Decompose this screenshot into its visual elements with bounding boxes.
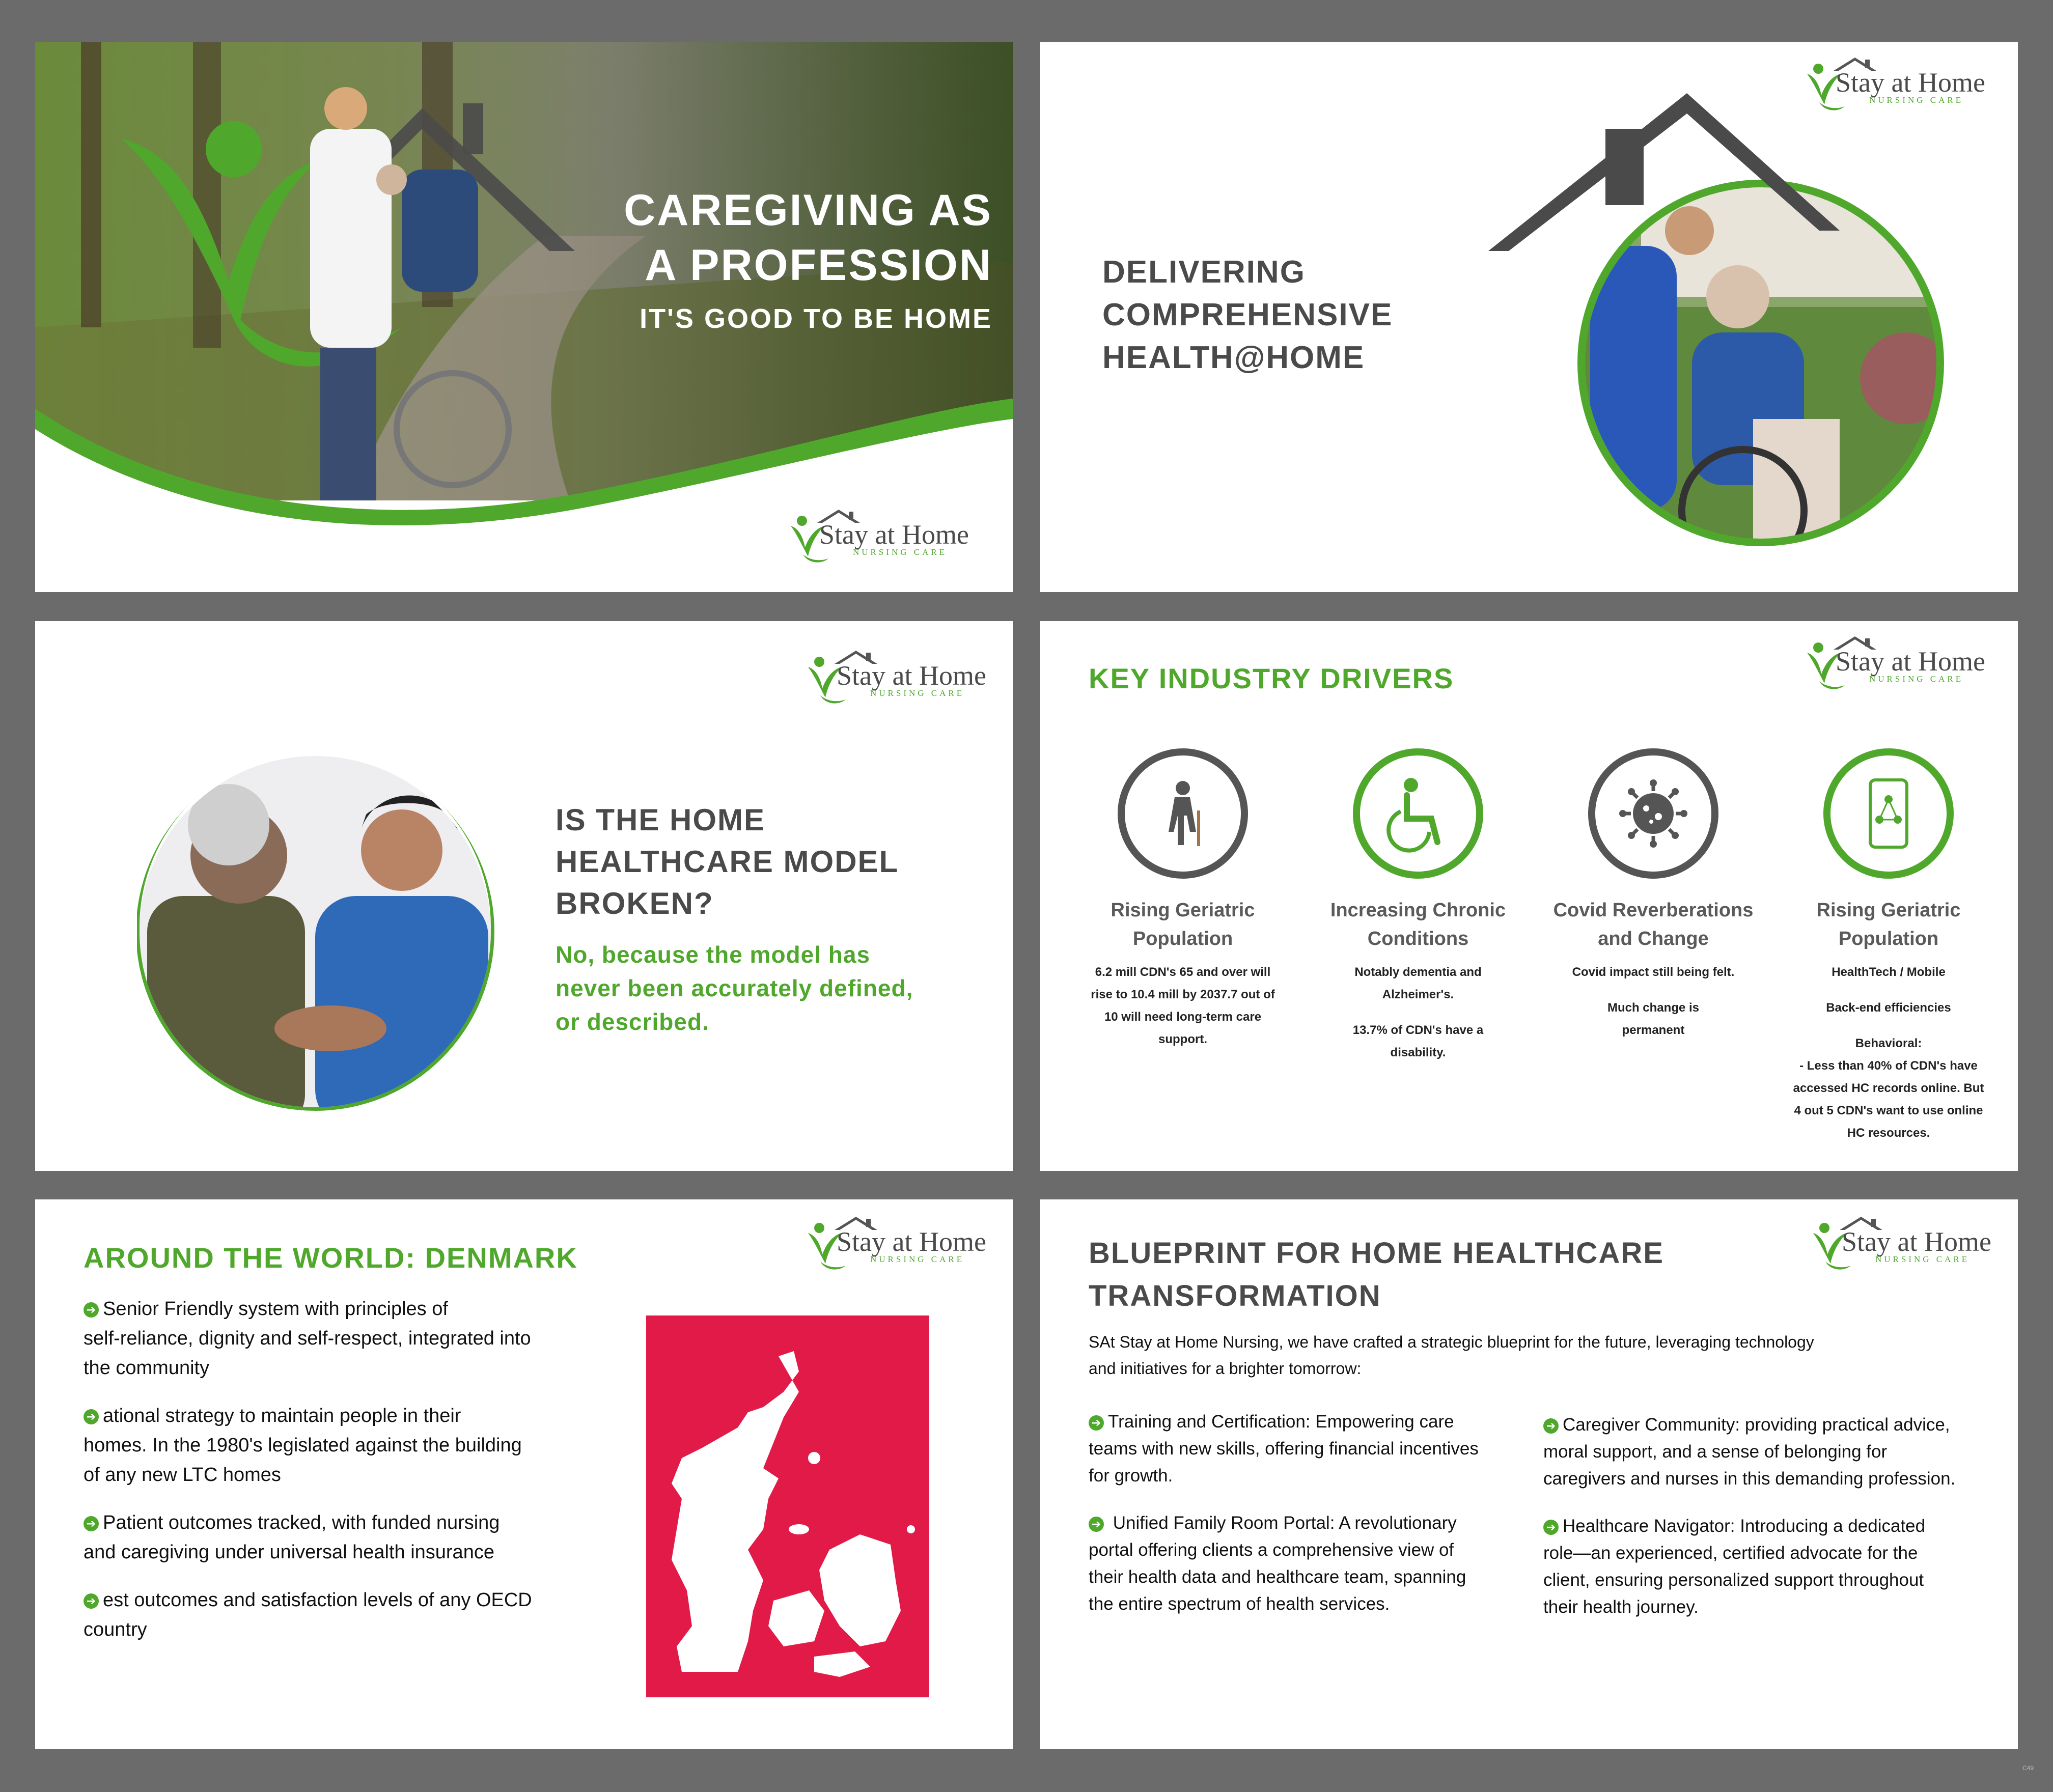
arrow-right-icon: ➔ (1543, 1520, 1559, 1535)
bullet-line: the community (84, 1357, 210, 1379)
driver-desc-line (1546, 984, 1760, 997)
logo-subtitle: NURSING CARE (1869, 674, 1964, 684)
driver-title-line-2: and Change (1598, 928, 1709, 949)
logo-name: Stay at Home (1836, 646, 1985, 677)
stay-at-home-logo (788, 506, 981, 567)
title-line-1: BLUEPRINT FOR HOME HEALTHCARE (1089, 1237, 1664, 1270)
question-line-1: IS THE HOME (556, 803, 766, 837)
driver-desc-line: Notably dementia and (1354, 965, 1482, 979)
logo-name: Stay at Home (837, 660, 986, 691)
driver-desc-line (1782, 1019, 1995, 1032)
logo-name: Stay at Home (837, 1226, 986, 1257)
item-line: Training and Certification: Empowering care (1108, 1412, 1454, 1432)
title-line-2: A PROFESSION (645, 241, 992, 290)
slide5-title: AROUND THE WORLD: DENMARK (84, 1242, 578, 1274)
question-line-3: BROKEN? (556, 886, 714, 920)
driver-desc-line: Covid impact still being felt. (1572, 965, 1735, 979)
slide2-heading (1102, 251, 1393, 379)
mobile-health-icon (1823, 748, 1954, 879)
stay-at-home-logo (1804, 632, 1997, 693)
logo-name: Stay at Home (1842, 1226, 1991, 1257)
bullet-line: and caregiving under universal health insurance (84, 1542, 494, 1563)
item-line: teams with new skills, offering financial incentives (1089, 1439, 1479, 1459)
answer-line-1: No, because the model has (556, 941, 871, 968)
slide4-title: KEY INDUSTRY DRIVERS (1089, 662, 1454, 694)
driver-desc-line (1782, 984, 1995, 997)
driver-desc-line: 6.2 mill CDN's 65 and over will (1095, 965, 1271, 979)
bullet-line: est outcomes and satisfaction levels of any OECD (103, 1589, 532, 1611)
bullet-line: homes. In the 1980's legislated against the building (84, 1435, 522, 1456)
driver-title-line-1: Rising Geriatric (1111, 900, 1255, 921)
stay-at-home-logo (805, 647, 998, 708)
heading-line-3: HEALTH@HOME (1102, 340, 1365, 375)
arrow-right-icon: ➔ (84, 1593, 99, 1609)
driver-desc-line: Alzheimer's. (1382, 988, 1454, 1001)
logo-subtitle: NURSING CARE (870, 1254, 965, 1264)
blueprint-left-column (1089, 1408, 1537, 1617)
bullet-line: self-reliance, dignity and self-respect, integrated into (84, 1328, 531, 1349)
item-line: Unified Family Room Portal: A revolutionary (1108, 1513, 1457, 1533)
virus-icon (1588, 748, 1718, 879)
answer-line-3: or described. (556, 1009, 709, 1035)
heading-line-1: DELIVERING (1102, 255, 1306, 290)
driver-desc-line: permanent (1622, 1023, 1685, 1037)
slide-model-broken (35, 621, 1013, 1171)
driver-desc-line: HealthTech / Mobile (1832, 965, 1946, 979)
tagline: IT'S GOOD TO BE HOME (640, 303, 992, 334)
bullet-line: of any new LTC homes (84, 1464, 281, 1486)
bullet-item (84, 1401, 623, 1490)
slide-delivering-health (1040, 42, 2018, 592)
slide6-title (1089, 1232, 1664, 1318)
driver-desc-line: accessed HC records online. But (1793, 1081, 1984, 1095)
slide-caregiving-profession (35, 42, 1013, 592)
blueprint-item (1543, 1513, 2002, 1620)
bullet-item (84, 1508, 623, 1567)
bullet-line: Patient outcomes tracked, with funded nursing (103, 1512, 500, 1533)
driver-desc-line: Behavioral: (1855, 1037, 1922, 1050)
driver-2 (1311, 896, 1525, 1064)
title-line-1: CAREGIVING AS (624, 186, 992, 235)
nurse-patient-photo (137, 753, 504, 1120)
driver-title-line-2: Conditions (1367, 928, 1469, 949)
driver-title-line-1: Rising Geriatric (1816, 900, 1961, 921)
logo-subtitle: NURSING CARE (870, 688, 965, 698)
item-line: for growth. (1089, 1466, 1173, 1486)
driver-desc-line: - Less than 40% of CDN's have (1799, 1059, 1978, 1073)
arrow-right-icon: ➔ (1089, 1415, 1104, 1431)
blueprint-item (1089, 1408, 1537, 1489)
driver-desc-line: disability. (1390, 1046, 1446, 1059)
item-line: the entire spectrum of health services. (1089, 1594, 1390, 1614)
intro-line-2: and initiatives for a brighter tomorrow: (1089, 1359, 1362, 1378)
arrow-right-icon: ➔ (1543, 1418, 1559, 1434)
driver-desc-line: Back-end efficiencies (1826, 1001, 1951, 1015)
driver-desc-line: rise to 10.4 mill by 2037.7 out of (1091, 988, 1275, 1001)
blueprint-item (1089, 1509, 1537, 1617)
logo-subtitle: NURSING CARE (853, 547, 948, 557)
answer-line-2: never been accurately defined, (556, 975, 913, 1001)
denmark-bullets (84, 1294, 623, 1644)
driver-title-line-2: Population (1838, 928, 1939, 949)
intro-line-1: SAt Stay at Home Nursing, we have crafted a strategic blueprint for the future, leveraging technology (1089, 1333, 1814, 1351)
nurse-wheelchair-photo (1488, 93, 1967, 562)
driver-desc-line: 4 out 5 CDN's want to use online (1794, 1104, 1983, 1117)
blueprint-right-column (1543, 1411, 2002, 1620)
driver-desc-line: HC resources. (1847, 1126, 1930, 1140)
footer-code: C49 (2022, 1765, 2034, 1772)
wheelchair-icon (1353, 748, 1483, 879)
slide3-answer (556, 938, 913, 1039)
arrow-right-icon: ➔ (84, 1409, 99, 1424)
item-line: their health journey. (1543, 1597, 1699, 1617)
bullet-item (84, 1585, 623, 1644)
driver-title-line-1: Increasing Chronic (1330, 900, 1506, 921)
driver-title-line-2: Population (1132, 928, 1233, 949)
slide-denmark (35, 1199, 1013, 1749)
bullet-item (84, 1294, 623, 1383)
arrow-right-icon: ➔ (84, 1516, 99, 1531)
item-line: Healthcare Navigator: Introducing a dedicated (1563, 1516, 1926, 1536)
slide-industry-drivers (1040, 621, 2018, 1171)
item-line: moral support, and a sense of belonging for (1543, 1442, 1888, 1462)
elderly-person-icon (1118, 748, 1248, 879)
driver-3 (1546, 896, 1760, 1042)
item-line: client, ensuring personalized support throughout (1543, 1570, 1924, 1590)
item-line: portal offering clients a comprehensive view of (1089, 1540, 1454, 1560)
logo-subtitle: NURSING CARE (1869, 95, 1964, 105)
denmark-map (646, 1315, 929, 1697)
driver-1 (1076, 896, 1290, 1051)
arrow-right-icon: ➔ (84, 1302, 99, 1318)
bullet-line: ational strategy to maintain people in their (103, 1405, 461, 1426)
slide1-title (544, 183, 992, 293)
driver-title-line-1: Covid Reverberations (1553, 900, 1754, 921)
item-line: caregivers and nurses in this demanding profession. (1543, 1469, 1956, 1489)
heading-line-2: COMPREHENSIVE (1102, 297, 1393, 332)
stay-at-home-logo (1810, 1213, 2004, 1274)
logo-subtitle: NURSING CARE (1875, 1254, 1970, 1264)
blueprint-intro (1089, 1329, 1814, 1382)
bullet-line: Senior Friendly system with principles of (103, 1298, 448, 1320)
question-line-2: HEALTHCARE MODEL (556, 845, 899, 879)
arrow-right-icon: ➔ (1089, 1517, 1104, 1532)
driver-desc-line: 13.7% of CDN's have a (1352, 1023, 1484, 1037)
item-line: their health data and healthcare team, spanning (1089, 1567, 1466, 1587)
slide3-question (556, 799, 899, 925)
title-line-2: TRANSFORMATION (1089, 1279, 1381, 1312)
driver-desc-line (1311, 1006, 1525, 1019)
driver-desc-line: 10 will need long-term care (1104, 1010, 1262, 1024)
stay-at-home-logo (805, 1213, 998, 1274)
bullet-line: country (84, 1619, 147, 1640)
blueprint-item (1543, 1411, 2002, 1492)
logo-name: Stay at Home (1836, 67, 1985, 98)
driver-desc-line: Much change is (1607, 1001, 1700, 1015)
logo-name: Stay at Home (819, 519, 969, 550)
driver-4 (1782, 896, 1995, 1144)
item-line: Caregiver Community: providing practical advice, (1563, 1415, 1950, 1435)
item-line: role—an experienced, certified advocate for the (1543, 1543, 1918, 1563)
slide-blueprint (1040, 1199, 2018, 1749)
driver-desc-line: support. (1158, 1032, 1207, 1046)
